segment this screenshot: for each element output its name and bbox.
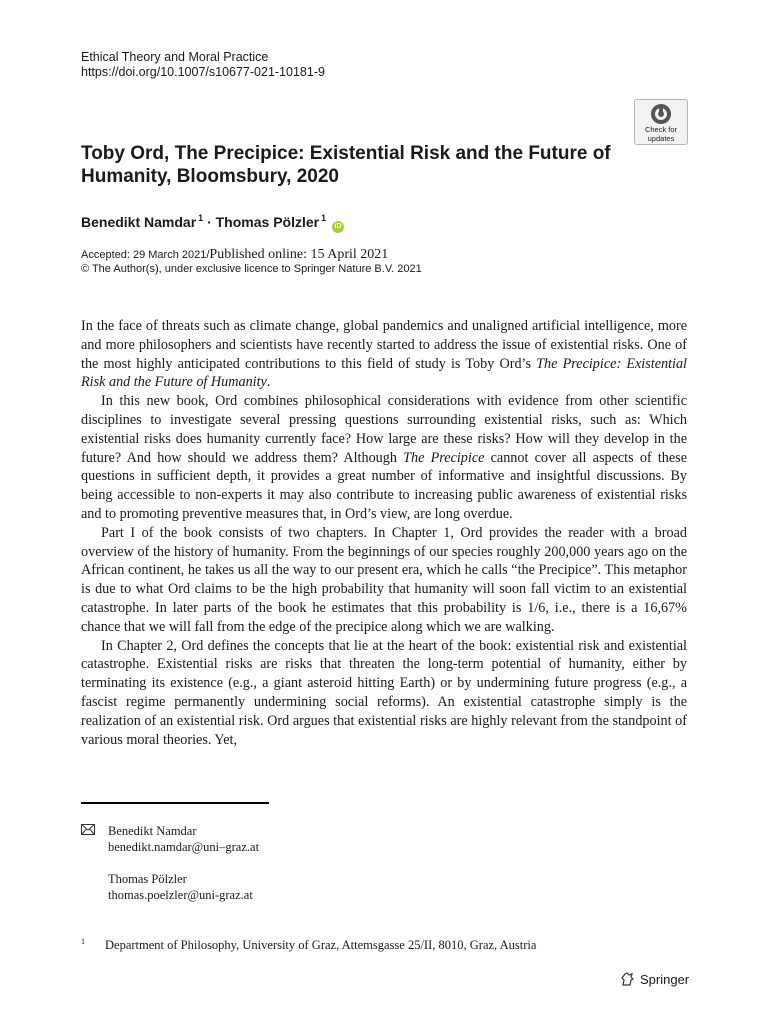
article-body <box>81 317 687 749</box>
author-affiliation-marker: 1 <box>321 213 327 223</box>
author-separator: · <box>207 214 212 230</box>
contact-name: Benedikt Namdar <box>108 824 197 838</box>
check-updates-line1: Check for <box>644 125 678 134</box>
check-for-updates-badge[interactable] <box>634 99 688 145</box>
body-paragraph: In Chapter 2, Ord defines the concepts that lie at the heart of the book: existential risk and existential catastrophe. Existential risks are risks that threaten the long-term potential of humanity, either by terminating its existence (e.g., a giant asteroid hitting Earth) or by undermining future progress (e.g., a fascist regime permanently undermining social reforms). An existential catastrophe simply is the realization of an existential risk. Ord argues that existential risks are highly relevant from the standpoint of various moral theories. Yet, <box>81 637 687 748</box>
check-updates-line2: updates <box>647 133 675 143</box>
book-title-italic: The Precipice <box>403 449 485 466</box>
author-line <box>81 213 344 233</box>
body-text: In the face of threats such as climate change, global pandemics and unaligned artificial intelligence, more and more philosophers and scientists have recently started to address the issue of existential risks. One of the most highly anticipated contributions to this field of study is Toby Ord’s <box>81 318 687 372</box>
orcid-icon[interactable]: iD <box>332 221 344 233</box>
springer-horse-icon <box>620 971 636 987</box>
article-title: Toby Ord, The Precipice: Existential Risk and the Future of Humanity, Bloomsbury, 2020 <box>81 143 611 187</box>
author-name[interactable]: Benedikt Namdar <box>81 214 197 230</box>
body-paragraph <box>81 317 687 392</box>
envelope-icon <box>81 823 95 839</box>
doi-link[interactable]: https://doi.org/10.1007/s10677-021-10181-9 <box>81 65 325 79</box>
contact-email[interactable]: thomas.poelzler@uni-graz.at <box>108 888 253 902</box>
publisher-logo <box>620 971 689 987</box>
body-paragraph <box>81 392 687 524</box>
affiliation-number: 1 <box>81 937 85 946</box>
publisher-name: Springer <box>640 972 690 987</box>
body-text: In this new book, Ord combines philosophical considerations with evidence from other scientific disciplines to investigate several pressing questions surrounding existential risks, such as: Which existential risks does humanity currently face? How large are these risks? How will they develop in the future? And how should we address them? Although <box>81 393 687 466</box>
author-affiliation-marker: 1 <box>198 213 204 223</box>
copyright-notice: © The Author(s), under exclusive licence to Springer Nature B.V. 2021 <box>81 263 422 275</box>
journal-header <box>81 50 325 80</box>
author-name[interactable]: Thomas Pölzler <box>215 214 320 230</box>
book-title-italic: The Precipice: Existential Risk and the Future of Humanity <box>81 355 688 391</box>
affiliation-text: Department of Philosophy, University of Graz, Attemsgasse 25/II, 8010, Graz, Austria <box>105 938 537 952</box>
body-text: . <box>266 374 271 391</box>
footnote-divider <box>81 802 269 804</box>
accepted-date: Accepted: 29 March 2021/ <box>81 249 210 261</box>
published-date: Published online: 15 April 2021 <box>209 247 389 262</box>
contact-name: Thomas Pölzler <box>108 872 187 886</box>
check-updates-icon <box>650 103 672 125</box>
body-paragraph: Part I of the book consists of two chapters. In Chapter 1, Ord provides the reader with a broad overview of the history of humanity. From the beginnings of our species roughly 200,000 years ago on the African continent, he takes us all the way to our present era, which he calls “the Precipice”. This metaphor is due to what Ord claims to be the high probability that humanity will soon fall victim to an existential catastrophe. In later parts of the book he estimates that this probability is 1/6, i.e., there is a 16,67% chance that we will fall from the edge of the precipice along which we are walking. <box>81 524 687 635</box>
contact-email[interactable]: benedikt.namdar@uni–graz.at <box>108 840 260 854</box>
journal-name: Ethical Theory and Moral Practice <box>81 50 269 64</box>
affiliation-footnote <box>81 934 536 953</box>
body-text: cannot cover all aspects of these questions in sufficient depth, it provides a great number of informative and insightful discussions. By being accessible to non-experts it may also contribute to increasing public awareness of existential risks and to promoting preventive measures that, in Ord’s view, are long overdue. <box>81 449 687 522</box>
corresponding-authors <box>108 823 259 903</box>
article-dates <box>81 248 422 276</box>
